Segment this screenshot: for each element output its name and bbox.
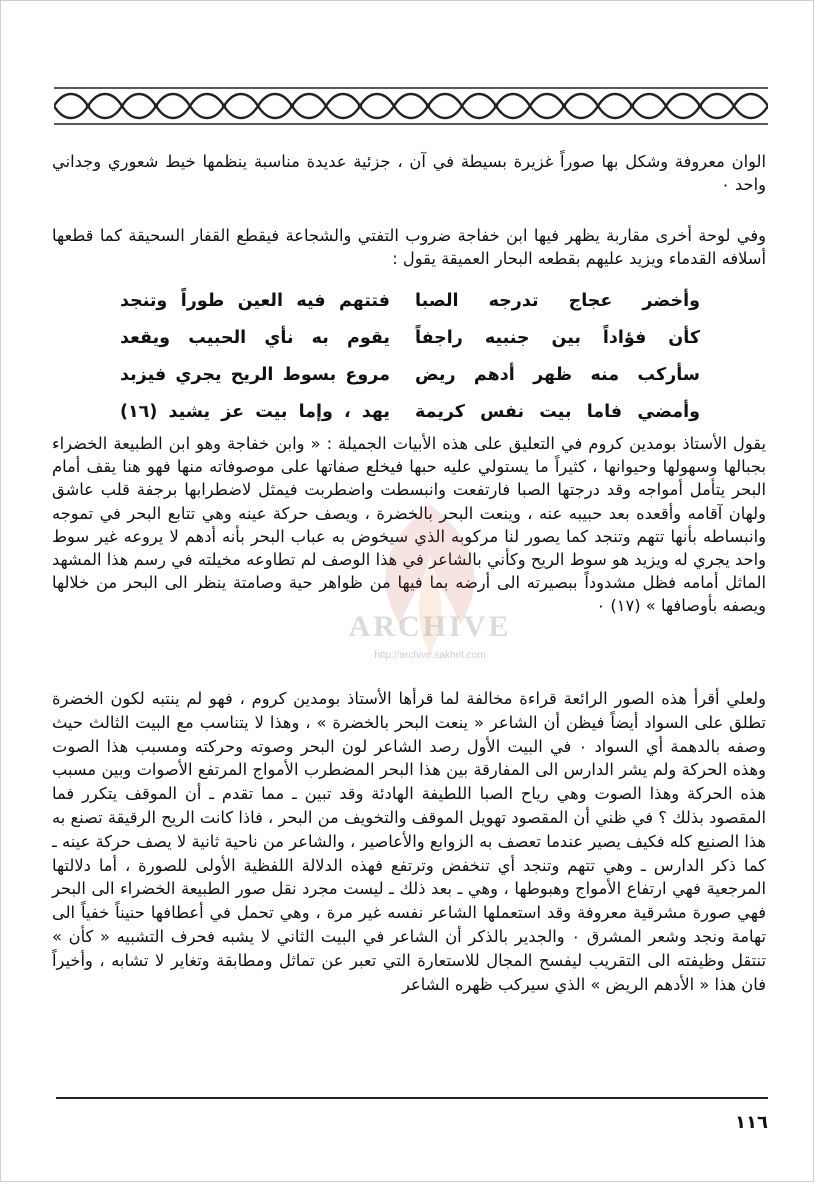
ornamental-header-border	[54, 86, 768, 126]
archive-watermark-text: ARCHIVE	[348, 610, 512, 643]
poem-verse	[120, 356, 700, 393]
verse-second-hemistich: فتتهم فيه العين طوراً وتنجد	[120, 290, 390, 311]
archive-watermark-url: http://archive.sakhrit.com	[374, 650, 486, 661]
paragraph-critic-quote	[52, 432, 766, 618]
verse-second-hemistich: يقوم به نأي الحبيب ويقعد	[120, 327, 390, 348]
verse-first-hemistich: وأمضي فاما بيت نفس كريمة	[415, 401, 700, 422]
paragraph-text: الوان معروفة وشكل بها صوراً غزيرة بسيطة في آن ، جزئية عديدة مناسبة ينظمها خيط شعوري وجداني واحد ٠	[52, 152, 766, 195]
page-number: ١١٦	[735, 1112, 768, 1133]
poem-verse	[120, 282, 700, 319]
verse-second-hemistich: يهد ، وإما بيت عز يشيد (١٦)	[120, 401, 390, 422]
poem-block	[120, 282, 700, 430]
paragraph-poem-intro	[52, 224, 766, 270]
verse-second-hemistich: مروع بسوط الريح يجري فيزبد	[120, 364, 390, 385]
verse-first-hemistich: كأن فؤاداً بين جنبيه راجفاً	[415, 327, 700, 348]
paragraph-author-reading	[52, 687, 766, 996]
footer-rule	[56, 1097, 768, 1099]
poem-verse	[120, 319, 700, 356]
poem-verse	[120, 393, 700, 430]
verse-first-hemistich: سأركب منه ظهر أدهم ريض	[415, 364, 700, 385]
paragraph-text: يقول الأستاذ بومدين كروم في التعليق على هذه الأبيات الجميلة : « وابن خفاجة وهو ابن الطبيعة الخضراء بجبالها وسهولها وحيوانها ، كثيراً ما يستولي عليه حبها فيخلع صفاتها على موصوفاته منها فهو هنا يقف أمام البحر يتأمل أمواجه وقد درجتها الصبا فارتفعت وانبسطت واضطربت فيمثل لاضطرابها برجفة قلب عاشق ولهان آقامه وأقعده بعد حبيبه عنه ، وينعت البحر بالخضرة ، ويصف حركة عينه وهي تتابع البحر في تموجه وانبساطه بأنها تتهم وتنجد كما يصور لنا مركوبه الذي سيخوض به عباب البحر بأنه أدهم لا يروعه غير سوط واحد يجري له ويزيد هو سوط الريح وكأني بالشاعر في هذا الوصف لم تطاوعه مخيلته في رسم هذا المشهد الماثل أمامه فظل مشدوداً ببصيرته الى أرضه بما فيها من ظواهر حية وصامتة ينظر الى البحر من خلالها ويصفه بأوصافها » (١٧) ٠	[52, 434, 766, 616]
paragraph-intro	[52, 150, 766, 196]
paragraph-text: وفي لوحة أخرى مقاربة يظهر فيها ابن خفاجة ضروب التفتي والشجاعة فيقطع القفار السحيقة كما قطعها أسلافه القدماء ويزيد عليهم بقطعه البحار العميقة يقول :	[52, 226, 766, 269]
paragraph-text: ولعلي أقرأ هذه الصور الرائعة قراءة مخالفة لما قرأها الأستاذ بومدين كروم ، فهو لم ينتبه لكون الخضرة تطلق على السواد أيضاً فيظن أن الشاعر « ينعت البحر بالخضرة » ، وهذا لا يتناسب مع البيت الثالث حيث وصفه بالدهمة أي السواد ٠ في البيت الأول رصد الشاعر لون البحر وصوته وحركته ومسبب هذا الصوت وهذه الحركة ولم يشر الدارس الى المفارقة بين هذا البحر المضطرب الأمواج المرتفع الأصوات وبين مسبب هذه الحركة وهذا الصوت وهي رياح الصبا اللطيفة الهادئة وقد تبين ـ مما تقدم ـ أن الموقف يتكرر فما المقصود بذلك ؟ في ظني أن المقصود تهويل الموقف والتخويف من البحر ، فاذا كانت الريح الرقيقة تصنع به هذا الصنيع كله فكيف يصير عندما تعصف به الزوابع والأعاصير ، والشاعر من ناحية ثانية لا يصف حركة عينه ـ كما ذكر الدارس ـ وهي تتهم وتنجد أي تنخفض وترتفع فهذه الدلالة اللفظية الأولى للصورة ، أما دلالتها المرجعية فهي ارتفاع الأمواج وهبوطها ، وهي ـ بعد ذلك ـ ليست مجرد نقل صور الطبيعة الخضراء الى البحر فهي صورة مشرقية معروفة وقد استعملها الشاعر نفسه غير مرة ، وهي تحمل في أعطافها حنيناً خفياً الى تهامة ونجد وشعر المشرق ٠ والجدير بالذكر أن الشاعر في البيت الثاني لا يشبه فحرف التشبيه « كأن » تنتقل وظيفته الى التقريب ليفسح المجال للاستعارة التي تعبر عن تماثل ومطابقة وتغاير لا تشابه ، وأخيراً فان هذا « الأدهم الريض » الذي سيركب ظهره الشاعر	[52, 689, 767, 994]
verse-first-hemistich: وأخضر عجاج تدرجه الصبا	[415, 290, 700, 311]
